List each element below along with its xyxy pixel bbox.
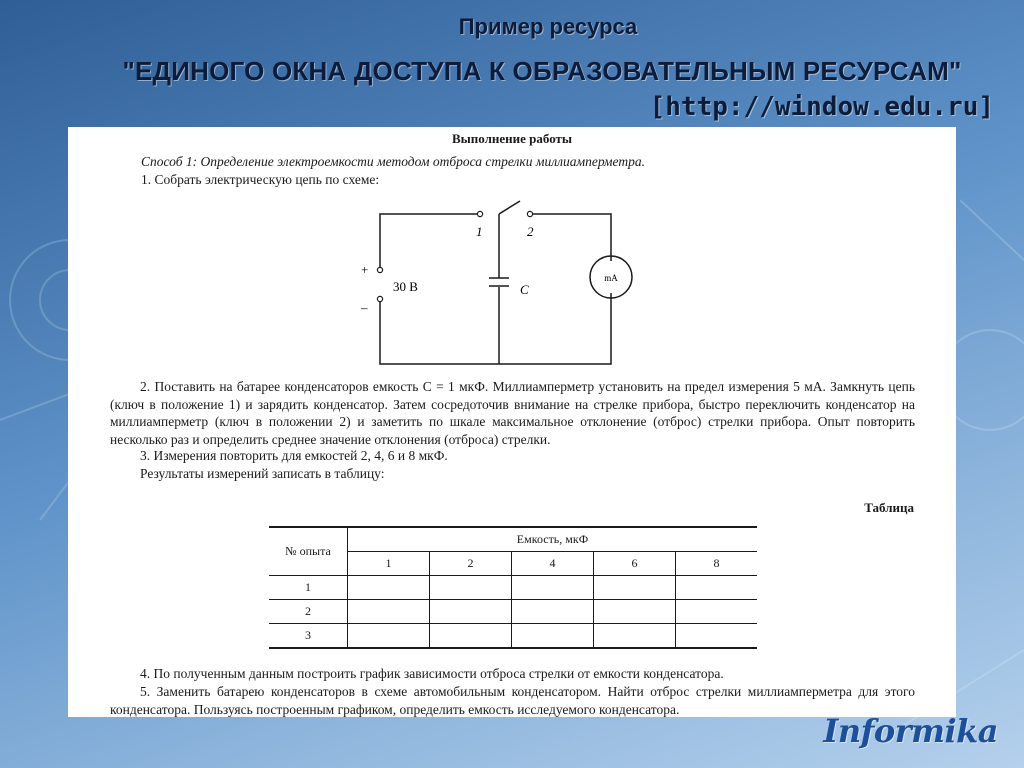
- table-cell: [512, 624, 594, 649]
- informika-logo: Informika: [823, 712, 998, 750]
- plus-label: +: [361, 262, 369, 277]
- table-cell: [676, 600, 758, 624]
- document-heading: Выполнение работы: [451, 131, 573, 146]
- column-header-experiment: № опыта: [269, 527, 348, 576]
- column-header-capacity: Емкость, мкФ: [348, 527, 758, 552]
- table-cell: [430, 624, 512, 649]
- table-cell: [594, 576, 676, 600]
- table-cell: [512, 600, 594, 624]
- step-5: 5. Заменить батарею конденсаторов в схеме автомобильным конденсатором. Найти отброс стрелки миллиамперметра для этого конденсатора. Пользуясь построенным графиком, определить емкость исследуемого конденсатора.: [110, 684, 915, 717]
- table-row: [269, 600, 757, 624]
- step-3-note: Результаты измерений записать в таблицу:: [140, 466, 385, 481]
- step-1: 1. Собрать электрическую цепь по схеме:: [141, 172, 380, 187]
- capacity-header-cell: 6: [594, 552, 676, 576]
- slide-title: Пример ресурса: [458, 14, 638, 39]
- milliammeter-label: mA: [604, 273, 618, 283]
- table-cell: [348, 624, 430, 649]
- experiment-number-cell: 3: [269, 624, 348, 649]
- slide-subtitle: "ЕДИНОГО ОКНА ДОСТУПА К ОБРАЗОВАТЕЛЬНЫМ РЕСУРСАМ": [122, 56, 962, 86]
- step-3: 3. Измерения повторить для емкостей 2, 4, 6 и 8 мкФ.: [140, 448, 448, 463]
- capacity-header-cell: 2: [430, 552, 512, 576]
- table-cell: [430, 576, 512, 600]
- voltage-label: 30 В: [393, 279, 418, 294]
- contact-2-label: 2: [527, 224, 534, 239]
- table-cell: [348, 600, 430, 624]
- capacity-header-cell: 8: [676, 552, 758, 576]
- method-text: : Определение электроемкости методом отброса стрелки миллиамперметра.: [192, 154, 645, 169]
- results-table: [269, 526, 757, 649]
- table-row: [269, 624, 757, 649]
- capacitor-label: C: [520, 282, 529, 297]
- table-cell: [676, 576, 758, 600]
- contact-1-label: 1: [476, 224, 483, 239]
- minus-label: –: [361, 300, 368, 315]
- circuit-diagram: [68, 127, 956, 377]
- table-cell: [594, 624, 676, 649]
- table-cell: [430, 600, 512, 624]
- table-cell: [512, 576, 594, 600]
- capacity-header-cell: 1: [348, 552, 430, 576]
- method-prefix: Способ 1: [141, 154, 193, 169]
- document-scan: [68, 127, 956, 717]
- table-row: [269, 576, 757, 600]
- experiment-number-cell: 2: [269, 600, 348, 624]
- resource-url: [http://window.edu.ru]: [649, 92, 994, 122]
- step-4: 4. По полученным данным построить график зависимости отброса стрелки от емкости конденсатора.: [140, 666, 724, 681]
- table-cell: [348, 576, 430, 600]
- table-cell: [594, 600, 676, 624]
- capacity-header-cell: 4: [512, 552, 594, 576]
- table-caption: Таблица: [864, 500, 914, 515]
- step-2: 2. Поставить на батарее конденсаторов емкость C = 1 мкФ. Миллиамперметр установить на предел измерения 5 мА. Замкнуть цепь (ключ в положение 1) и зарядить конденсатор. Затем сосредоточив внимание на стрелке прибора, быстро переключить конденсатор на миллиамперметр (ключ в положении 2) и заметить по шкале максимальное отклонение (отброс) стрелки прибора. Опыт повторить несколько раз и определить среднее значение отклонения (отброса) стрелки.: [110, 379, 915, 447]
- experiment-number-cell: 1: [269, 576, 348, 600]
- table-cell: [676, 624, 758, 649]
